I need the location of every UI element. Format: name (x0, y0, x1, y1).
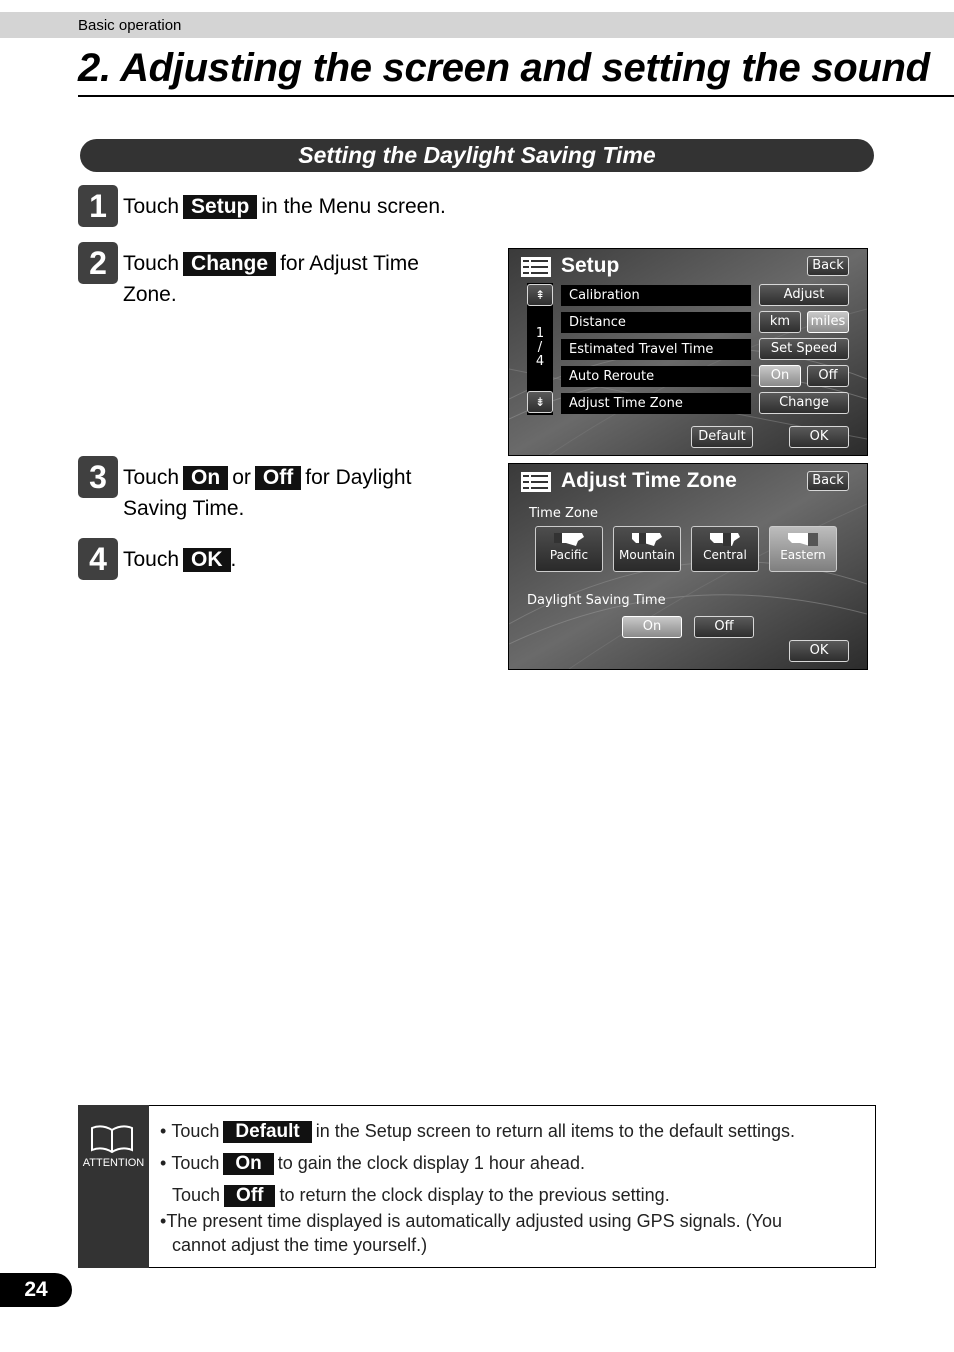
attention-line-3 (172, 1185, 670, 1207)
page-number: 24 (0, 1273, 72, 1307)
eastern-button[interactable] (769, 526, 837, 572)
step-1-number: 1 (78, 185, 118, 227)
us-map-icon (708, 531, 742, 547)
on-key: On (183, 466, 228, 490)
step-4-pre: Touch (123, 548, 180, 571)
us-map-icon (786, 531, 820, 547)
row-adjust-time-zone: Adjust Time Zone (561, 393, 751, 414)
ok-key: OK (183, 548, 231, 572)
title-rule (78, 95, 954, 97)
scroll-down-icon[interactable]: ⇟ (527, 391, 553, 413)
step-4-number: 4 (78, 538, 118, 580)
step-2-pre: Touch (123, 252, 180, 275)
page-indicator (533, 327, 547, 369)
row-calibration: Calibration (561, 285, 751, 306)
attn-on-key: On (223, 1153, 273, 1175)
attention-line-1: • Touch Default in the Setup screen to return all items to the default settings. (160, 1121, 796, 1142)
page-sep: / (537, 340, 543, 355)
step-2-post: for Adjust Time (280, 252, 419, 275)
off-key: Off (255, 466, 301, 490)
step-1-post: in the Menu screen. (261, 195, 446, 218)
step-2-number: 2 (78, 242, 118, 284)
reroute-on-button[interactable]: On (759, 365, 801, 387)
page-title: 2. Adjusting the screen and setting the sound (78, 46, 930, 90)
step-3-number: 3 (78, 456, 118, 498)
attn-1-pre: Touch (171, 1121, 220, 1141)
page-total: 4 (535, 354, 545, 369)
attn-4b: cannot adjust the time yourself.) (172, 1235, 428, 1255)
mountain-button[interactable] (613, 526, 681, 572)
dst-label: Daylight Saving Time (527, 593, 666, 608)
adjust-button[interactable]: Adjust (759, 284, 849, 306)
step-4-post: . (230, 548, 237, 571)
pacific-label: Pacific (549, 548, 589, 562)
book-icon (90, 1124, 134, 1154)
setup-key: Setup (183, 195, 257, 219)
setup-screen (508, 248, 868, 456)
step-3-post2: Saving Time. (123, 497, 245, 520)
central-button[interactable] (691, 526, 759, 572)
page-current: 1 (535, 326, 545, 341)
step-3-mid: or (232, 466, 251, 489)
setup-back-button[interactable]: Back (807, 256, 849, 276)
dst-off-button[interactable]: Off (694, 616, 754, 638)
attention-line-5 (172, 1235, 427, 1256)
row-estimated-travel-time: Estimated Travel Time (561, 339, 751, 360)
attn-2-post: to gain the clock display 1 hour ahead. (277, 1153, 585, 1173)
timezone-back-button[interactable]: Back (807, 471, 849, 491)
attn-4a: The present time displayed is automatically adjusted using GPS signals. (You (166, 1211, 782, 1231)
default-button[interactable]: Default (691, 426, 753, 448)
row-distance: Distance (561, 312, 751, 333)
attn-3-pre: Touch (172, 1185, 221, 1205)
attn-3-post: to return the clock display to the previous setting. (279, 1185, 670, 1205)
attn-1-post: in the Setup screen to return all items to the default settings. (315, 1121, 796, 1141)
step-2-text (123, 248, 419, 310)
change-button[interactable]: Change (759, 392, 849, 414)
reroute-off-button[interactable]: Off (807, 365, 849, 387)
km-button[interactable]: km (759, 311, 801, 333)
central-label: Central (703, 548, 747, 562)
timezone-screen (508, 463, 868, 670)
step-3-text (123, 462, 411, 524)
attn-off-key: Off (224, 1185, 275, 1207)
step-1-text (123, 191, 446, 222)
setup-screen-title: Setup (561, 254, 620, 277)
setup-list-icon (521, 257, 551, 277)
miles-button[interactable]: miles (807, 311, 849, 333)
step-2-post2: Zone. (123, 283, 177, 306)
time-zone-label: Time Zone (529, 506, 599, 521)
dst-on-button[interactable]: On (622, 616, 682, 638)
default-key: Default (223, 1121, 311, 1143)
us-map-icon (552, 531, 586, 547)
section-label: Basic operation (78, 17, 182, 34)
set-speed-button[interactable]: Set Speed (759, 338, 849, 360)
us-map-icon (630, 531, 664, 547)
step-3-post: for Daylight (305, 466, 412, 489)
attn-2-pre: Touch (171, 1153, 220, 1173)
step-1-pre: Touch (123, 195, 180, 218)
section-banner: Setting the Daylight Saving Time (80, 139, 874, 172)
eastern-label: Eastern (780, 548, 826, 562)
attention-line-4: •The present time displayed is automatically adjusted using GPS signals. (You (160, 1211, 782, 1231)
pacific-button[interactable] (535, 526, 603, 572)
timezone-screen-title: Adjust Time Zone (561, 469, 737, 492)
attention-line-2: • Touch On to gain the clock display 1 hour ahead. (160, 1153, 585, 1174)
attention-label: ATTENTION (82, 1157, 145, 1169)
row-auto-reroute: Auto Reroute (561, 366, 751, 387)
timezone-list-icon (521, 472, 551, 492)
step-4-text (123, 544, 236, 575)
timezone-ok-button[interactable]: OK (789, 640, 849, 662)
step-3-pre: Touch (123, 466, 180, 489)
mountain-label: Mountain (619, 548, 675, 562)
scroll-up-icon[interactable]: ⇞ (527, 284, 553, 306)
change-key: Change (183, 252, 276, 276)
setup-ok-button[interactable]: OK (789, 426, 849, 448)
